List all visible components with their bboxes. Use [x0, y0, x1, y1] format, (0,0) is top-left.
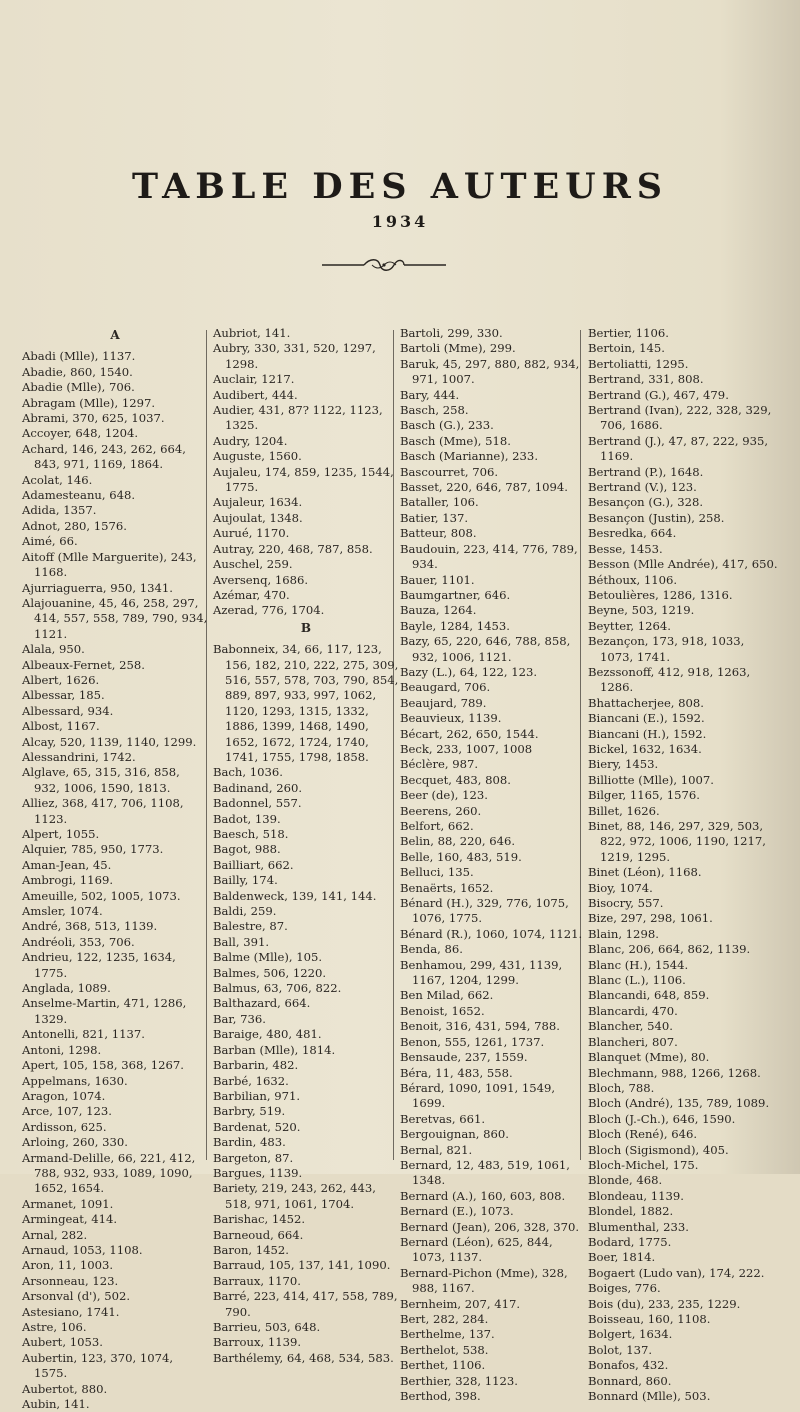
author-entry: Balthazard, 664.	[213, 996, 311, 1011]
author-entry: Barban (Mlle), 1814.	[213, 1042, 336, 1057]
index-column-2	[213, 326, 399, 1365]
author-entry: Basch (Mme), 518.	[400, 433, 511, 448]
author-entry: Aujaleu, 174, 859, 1235, 1544, 1775.	[213, 464, 394, 495]
author-entry: Astre, 106.	[22, 1320, 87, 1334]
author-entry: Berthod, 398.	[400, 1389, 481, 1404]
author-entry: Alquier, 785, 950, 1773.	[22, 842, 164, 857]
author-entry: Bénard (R.), 1060, 1074, 1121.	[400, 926, 583, 941]
author-entry: Batier, 137.	[400, 510, 469, 525]
author-entry: Bach, 1036.	[213, 765, 283, 780]
author-entry: Antonelli, 821, 1137.	[22, 1027, 145, 1042]
author-entry: Arce, 107, 123.	[22, 1104, 112, 1119]
author-entry: Ben Milad, 662.	[400, 988, 494, 1003]
author-entry: Boisseau, 160, 1108.	[588, 1312, 711, 1326]
author-entry: Barbarin, 482.	[213, 1058, 299, 1073]
author-entry: Bilger, 1165, 1576.	[588, 788, 700, 803]
author-entry: Bécart, 262, 650, 1544.	[400, 726, 539, 741]
author-entry: Benon, 555, 1261, 1737.	[400, 1034, 545, 1049]
author-entry: Arsonneau, 123.	[22, 1273, 119, 1288]
author-entry: Basch, 258.	[400, 403, 469, 418]
author-entry: Bioy, 1074.	[588, 880, 653, 895]
page-title: TABLE DES AUTEURS	[131, 166, 669, 207]
ornament-divider	[320, 256, 448, 274]
author-entry: Béthoux, 1106.	[588, 572, 678, 587]
author-entry: Bauer, 1101.	[400, 572, 475, 587]
author-entry: Barrieu, 503, 648.	[213, 1320, 321, 1334]
author-entry: Bensaude, 237, 1559.	[400, 1050, 528, 1065]
author-entry: Bernard-Pichon (Mme), 328, 988, 1167.	[400, 1265, 568, 1296]
author-entry: Boer, 1814.	[588, 1250, 656, 1265]
author-entry: Aitoff (Mlle Marguerite), 243, 1168.	[22, 549, 197, 580]
author-entry: Blanc (H.), 1544.	[588, 957, 689, 972]
author-entry: Belluci, 135.	[400, 865, 474, 880]
author-entry: Bargues, 1139.	[213, 1165, 303, 1180]
author-entry: Beauvieux, 1139.	[400, 711, 502, 726]
author-entry: Benaërts, 1652.	[400, 880, 494, 895]
author-entry: Bartoli, 299, 330.	[400, 326, 503, 340]
author-entry: Blanc (L.), 1106.	[588, 973, 686, 988]
author-entry: Bénard (H.), 329, 776, 1075, 1076, 1775.	[400, 896, 569, 926]
author-entry: Albost, 1167.	[22, 719, 100, 734]
section-letter: A	[110, 328, 120, 342]
author-entry: Balmus, 63, 706, 822.	[213, 981, 342, 996]
author-entry: Baudouin, 223, 414, 776, 789, 934.	[400, 541, 578, 572]
author-entry: Aman-Jean, 45.	[22, 857, 112, 872]
author-entry: Besançon (Justin), 258.	[588, 510, 725, 525]
author-entry: Bardin, 483.	[213, 1135, 286, 1150]
author-entry: Auschel, 259.	[213, 557, 293, 572]
author-entry: Bernard (Jean), 206, 328, 370.	[400, 1219, 580, 1234]
author-entry: Baraige, 480, 481.	[213, 1027, 322, 1042]
author-entry: Antoni, 1298.	[22, 1042, 102, 1057]
author-entry: Barishac, 1452.	[213, 1212, 306, 1227]
author-entry: Alpert, 1055.	[22, 827, 100, 841]
author-entry: Blancardi, 470.	[588, 1003, 678, 1018]
author-entry: Bar, 736.	[213, 1011, 266, 1026]
author-entry: Bernheim, 207, 417.	[400, 1296, 521, 1311]
author-entry: Alessandrini, 1742.	[22, 749, 136, 764]
index-column-4	[588, 326, 778, 1404]
author-entry: Blancher, 540.	[588, 1019, 673, 1034]
author-entry: Bernard, 12, 483, 519, 1061, 1348.	[400, 1157, 570, 1188]
author-entry: Bertrand, 331, 808.	[588, 372, 704, 387]
author-entry: Biery, 1453.	[588, 757, 659, 772]
author-entry: Abadi (Mlle), 1137.	[22, 349, 136, 364]
author-entry: Balme (Mlle), 105.	[213, 950, 323, 965]
author-entry: Anglada, 1089.	[22, 981, 111, 996]
author-entry: Bize, 297, 298, 1061.	[588, 911, 713, 926]
author-entry: Boiges, 776.	[588, 1281, 661, 1296]
author-entry: Arnal, 282.	[22, 1227, 88, 1242]
author-entry: Benhamou, 299, 431, 1139, 1167, 1204, 1299.	[400, 957, 563, 988]
author-entry: Bagot, 988.	[213, 842, 281, 857]
author-entry: Blancheri, 807.	[588, 1034, 678, 1049]
author-entry: Aubry, 330, 331, 520, 1297, 1298.	[213, 341, 376, 371]
author-entry: Bailly, 174.	[213, 873, 278, 888]
author-entry: Billiotte (Mlle), 1007.	[588, 772, 714, 787]
author-entry: Blanc, 206, 664, 862, 1139.	[588, 942, 751, 957]
author-entry: Barraux, 1170.	[213, 1273, 301, 1288]
author-entry: Barneoud, 664.	[213, 1227, 304, 1242]
author-entry: Adnot, 280, 1576.	[22, 518, 127, 533]
author-entry: Barthélemy, 64, 468, 534, 583.	[213, 1350, 394, 1365]
author-entry: Badot, 139.	[213, 811, 281, 826]
author-entry: Berthier, 328, 1123.	[400, 1373, 518, 1388]
author-entry: Bariety, 219, 243, 262, 443, 518, 971, 1061, 1704.	[213, 1181, 376, 1211]
author-entry: Béra, 11, 483, 558.	[400, 1065, 513, 1080]
author-entry: Bertrand (G.), 467, 479.	[588, 387, 729, 402]
author-entry: Aimé, 66.	[22, 534, 78, 549]
author-entry: Bloch (André), 135, 789, 1089.	[588, 1096, 770, 1111]
author-entry: Auclair, 1217.	[213, 372, 295, 387]
author-entry: Beretvas, 661.	[400, 1111, 486, 1126]
author-entry: Basch (G.), 233.	[400, 418, 494, 433]
author-entry: Bascourret, 706.	[400, 464, 499, 479]
page-year: 1934	[371, 212, 429, 231]
author-entry: Alglave, 65, 315, 316, 858, 932, 1006, 1590, 1813.	[22, 765, 180, 795]
index-column-1	[22, 326, 208, 1412]
author-entry: Achard, 146, 243, 262, 664, 843, 971, 1169, 1864.	[22, 441, 186, 472]
author-entry: Bazy, 65, 220, 646, 788, 858, 932, 1006, 1121.	[400, 634, 571, 664]
author-entry: Abadie, 860, 1540.	[22, 364, 133, 379]
author-entry: Beaugard, 706.	[400, 680, 491, 695]
author-entry: Andréoli, 353, 706.	[22, 934, 135, 949]
author-entry: Armanet, 1091.	[22, 1196, 114, 1211]
author-entry: Besse, 1453.	[588, 541, 663, 556]
author-entry: Barroux, 1139.	[213, 1335, 302, 1350]
author-entry: Arnaud, 1053, 1108.	[22, 1242, 143, 1257]
author-entry: Baumgartner, 646.	[400, 587, 511, 602]
author-entry: Becquet, 483, 808.	[400, 772, 511, 787]
author-entry: Arloing, 260, 330.	[22, 1135, 128, 1150]
author-entry: Bhattacherjee, 808.	[588, 695, 704, 710]
author-entry: Albert, 1626.	[22, 672, 100, 687]
author-entry: Bargeton, 87.	[213, 1150, 294, 1165]
author-entry: Bauza, 1264.	[400, 603, 477, 618]
author-entry: Bayle, 1284, 1453.	[400, 618, 510, 633]
author-entry: Blumenthal, 233.	[588, 1219, 689, 1234]
author-entry: Arsonval (d'), 502.	[22, 1289, 131, 1304]
author-entry: Beck, 233, 1007, 1008	[400, 741, 533, 756]
author-entry: Blondel, 1882.	[588, 1204, 674, 1219]
author-entry: Babonneix, 34, 66, 117, 123, 156, 182, 210, 222, 275, 309, 516, 557, 578, 703, 790, 854, 889, 897, 933, 997, 1062, 1120, 1293, 1315, 1332, 1886, 1399, 1468, 1490, 1652, 1672, 1724, 1740, 1741, 1755, 1798, 1858.	[213, 642, 399, 764]
author-entry: Biancani (H.), 1592.	[588, 726, 707, 741]
author-entry: Amsler, 1074.	[22, 904, 103, 919]
author-entry: Bisocry, 557.	[588, 896, 664, 911]
author-entry: André, 368, 513, 1139.	[22, 919, 158, 934]
author-entry: Adamesteanu, 648.	[22, 488, 136, 503]
author-entry: Azémar, 470.	[213, 587, 290, 602]
author-entry: Alliez, 368, 417, 706, 1108, 1123.	[22, 796, 184, 826]
author-entry: Bloch (Sigismond), 405.	[588, 1142, 729, 1157]
author-entry: Bezssonoff, 412, 918, 1263, 1286.	[588, 664, 751, 695]
author-entry: Besançon (G.), 328.	[588, 495, 704, 510]
author-entry: Bérard, 1090, 1091, 1549, 1699.	[400, 1080, 556, 1111]
author-entry: Belfort, 662.	[400, 819, 474, 833]
author-entry: Bertrand (V.), 123.	[588, 480, 697, 495]
author-entry: Acolat, 146.	[22, 472, 93, 487]
author-entry: Blanquet (Mme), 80.	[588, 1050, 710, 1065]
author-entry: Badinand, 260.	[213, 780, 303, 795]
author-entry: Barraud, 105, 137, 141, 1090.	[213, 1258, 391, 1273]
author-entry: Bodard, 1775.	[588, 1234, 672, 1249]
author-entry: Accoyer, 648, 1204.	[22, 426, 139, 441]
author-entry: Bezançon, 173, 918, 1033, 1073, 1741.	[588, 634, 745, 664]
author-entry: Benoit, 316, 431, 594, 788.	[400, 1019, 560, 1034]
author-entry: Blechmann, 988, 1266, 1268.	[588, 1065, 761, 1080]
author-entry: Bertier, 1106.	[588, 326, 669, 340]
author-entry: Aubin, 141.	[22, 1397, 90, 1412]
author-entry: Bertoin, 145.	[588, 341, 665, 356]
author-entry: Beytter, 1264.	[588, 618, 671, 633]
author-entry: Audibert, 444.	[213, 387, 298, 402]
author-entry: Apert, 105, 158, 368, 1267.	[22, 1058, 184, 1073]
author-entry: Aubertot, 880.	[22, 1381, 108, 1396]
author-entry: Besredka, 664.	[588, 526, 677, 541]
author-entry: Ambrogi, 1169.	[22, 873, 114, 888]
author-entry: Barbilian, 971.	[213, 1088, 301, 1103]
author-entry: Baruk, 45, 297, 880, 882, 934, 971, 1007.	[400, 356, 580, 387]
author-entry: Barré, 223, 414, 417, 558, 789, 790.	[213, 1289, 398, 1319]
author-entry: Biancani (E.), 1592.	[588, 711, 705, 726]
author-entry: Benda, 86.	[400, 942, 463, 957]
author-entry: Bartoli (Mme), 299.	[400, 341, 516, 356]
author-entry: Beaujard, 789.	[400, 695, 487, 710]
author-entry: Bernard (E.), 1073.	[400, 1204, 514, 1219]
author-entry: Bloch (René), 646.	[588, 1127, 698, 1142]
author-entry: Bazy (L.), 64, 122, 123.	[400, 664, 538, 679]
author-entry: Audier, 431, 87? 1122, 1123, 1325.	[213, 403, 383, 433]
author-entry: Bataller, 106.	[400, 495, 479, 510]
section-letter: B	[300, 620, 312, 635]
author-entry: Aubertin, 123, 370, 1074, 1575.	[22, 1350, 174, 1381]
author-entry: Armand-Delille, 66, 221, 412, 788, 932, 933, 1089, 1090, 1652, 1654.	[22, 1150, 196, 1196]
author-entry: Bonnard (Mlle), 503.	[588, 1389, 711, 1404]
author-entry: Basch (Marianne), 233.	[400, 449, 538, 464]
author-entry: Bertrand (P.), 1648.	[588, 464, 704, 479]
author-entry: Ball, 391.	[213, 934, 270, 949]
author-entry: Bardenat, 520.	[213, 1119, 301, 1134]
author-entry: Binet, 88, 146, 297, 329, 503, 822, 972, 1006, 1190, 1217, 1219, 1295.	[588, 819, 766, 864]
author-entry: Audry, 1204.	[213, 433, 288, 448]
author-entry: Bergouignan, 860.	[400, 1127, 509, 1142]
author-entry: Barbé, 1632.	[213, 1073, 289, 1088]
author-entry: Baron, 1452.	[213, 1242, 289, 1257]
author-entry: Blondeau, 1139.	[588, 1188, 684, 1203]
author-entry: Bertrand (J.), 47, 87, 222, 935, 1169.	[588, 433, 769, 464]
author-entry: Astesiano, 1741.	[22, 1304, 120, 1319]
author-entry: Adida, 1357.	[22, 503, 97, 518]
author-entry: Bertoliatti, 1295.	[588, 356, 689, 371]
author-entry: Ameuille, 502, 1005, 1073.	[22, 888, 181, 903]
author-entry: Aragon, 1074.	[22, 1088, 106, 1103]
author-entry: Azerad, 776, 1704.	[213, 603, 325, 618]
author-entry: Alcay, 520, 1139, 1140, 1299.	[22, 734, 197, 749]
author-entry: Billet, 1626.	[588, 803, 660, 818]
author-entry: Baldenweck, 139, 141, 144.	[213, 888, 377, 903]
author-entry: Binet (Léon), 1168.	[588, 865, 702, 880]
author-entry: Aujoulat, 1348.	[213, 510, 303, 525]
author-entry: Anselme-Martin, 471, 1286, 1329.	[22, 996, 187, 1026]
author-entry: Bary, 444.	[400, 387, 460, 402]
author-entry: Albessar, 185.	[22, 688, 105, 703]
author-entry: Aubriot, 141.	[213, 326, 291, 340]
author-entry: Baesch, 518.	[213, 827, 289, 841]
author-entry: Appelmans, 1630.	[22, 1073, 128, 1088]
author-entry: Batteur, 808.	[400, 526, 477, 541]
author-entry: Belin, 88, 220, 646.	[400, 834, 516, 849]
author-entry: Betoulières, 1286, 1316.	[588, 587, 733, 602]
author-entry: Berthelot, 538.	[400, 1342, 489, 1357]
author-entry: Auguste, 1560.	[213, 449, 302, 464]
author-entry: Bloch, 788.	[588, 1080, 655, 1095]
index-column-3	[400, 326, 586, 1404]
author-entry: Bonnard, 860.	[588, 1373, 672, 1388]
author-entry: Albeaux-Fernet, 258.	[22, 657, 145, 672]
author-entry: Baldi, 259.	[213, 904, 277, 919]
author-entry: Aurué, 1170.	[213, 526, 290, 541]
author-entry: Bogaert (Ludo van), 174, 222.	[588, 1265, 765, 1280]
author-entry: Beer (de), 123.	[400, 788, 488, 803]
author-entry: Bernal, 821.	[400, 1142, 473, 1157]
author-entry: Balmes, 506, 1220.	[213, 965, 327, 980]
author-entry: Bailliart, 662.	[213, 857, 294, 872]
author-entry: Bolgert, 1634.	[588, 1327, 673, 1342]
author-entry: Bolot, 137.	[588, 1342, 653, 1357]
author-entry: Benoist, 1652.	[400, 1003, 485, 1018]
author-entry: Armingeat, 414.	[22, 1212, 118, 1227]
author-entry: Badonnel, 557.	[213, 796, 302, 811]
author-entry: Bernard (Léon), 625, 844, 1073, 1137.	[400, 1234, 553, 1265]
author-entry: Besson (Mlle Andrée), 417, 650.	[588, 557, 778, 572]
author-entry: Bert, 282, 284.	[400, 1312, 489, 1326]
author-entry: Bickel, 1632, 1634.	[588, 741, 702, 756]
author-entry: Berthelme, 137.	[400, 1327, 495, 1342]
author-entry: Balestre, 87.	[213, 919, 288, 934]
author-entry: Abrami, 370, 625, 1037.	[22, 411, 165, 426]
author-entry: Autray, 220, 468, 787, 858.	[213, 541, 373, 556]
author-entry: Basset, 220, 646, 787, 1094.	[400, 480, 568, 495]
author-entry: Bonafos, 432.	[588, 1358, 669, 1373]
author-entry: Andrieu, 122, 1235, 1634, 1775.	[22, 950, 176, 980]
author-entry: Bloch (J.-Ch.), 646, 1590.	[588, 1111, 736, 1126]
author-entry: Aversenq, 1686.	[213, 572, 309, 587]
author-entry: Aubert, 1053.	[22, 1335, 103, 1350]
author-entry: Aron, 11, 1003.	[22, 1258, 114, 1273]
author-entry: Alajouanine, 45, 46, 258, 297, 414, 557, 558, 789, 790, 934, 1121.	[22, 595, 208, 641]
author-entry: Ardisson, 625.	[22, 1119, 107, 1134]
author-entry: Ajurriaguerra, 950, 1341.	[22, 580, 173, 595]
author-entry: Blancandi, 648, 859.	[588, 988, 710, 1003]
author-entry: Berthet, 1106.	[400, 1358, 486, 1373]
author-entry: Bloch-Michel, 175.	[588, 1157, 699, 1172]
author-entry: Abragam (Mlle), 1297.	[22, 395, 156, 410]
author-entry: Barbry, 519.	[213, 1104, 286, 1119]
author-entry: Aujaleur, 1634.	[213, 495, 303, 510]
author-entry: Bernard (A.), 160, 603, 808.	[400, 1188, 566, 1203]
author-entry: Blonde, 468.	[588, 1173, 663, 1188]
author-entry: Blain, 1298.	[588, 926, 659, 941]
author-entry: Beyne, 503, 1219.	[588, 603, 695, 618]
author-entry: Bois (du), 233, 235, 1229.	[588, 1296, 741, 1311]
author-entry: Albessard, 934.	[22, 703, 114, 718]
author-entry: Bertrand (Ivan), 222, 328, 329, 706, 1686.	[588, 403, 772, 433]
author-entry: Beerens, 260.	[400, 803, 482, 818]
author-entry: Abadie (Mlle), 706.	[22, 380, 135, 395]
author-entry: Alala, 950.	[22, 642, 85, 657]
author-entry: Béclère, 987.	[400, 757, 479, 772]
author-entry: Belle, 160, 483, 519.	[400, 849, 522, 864]
